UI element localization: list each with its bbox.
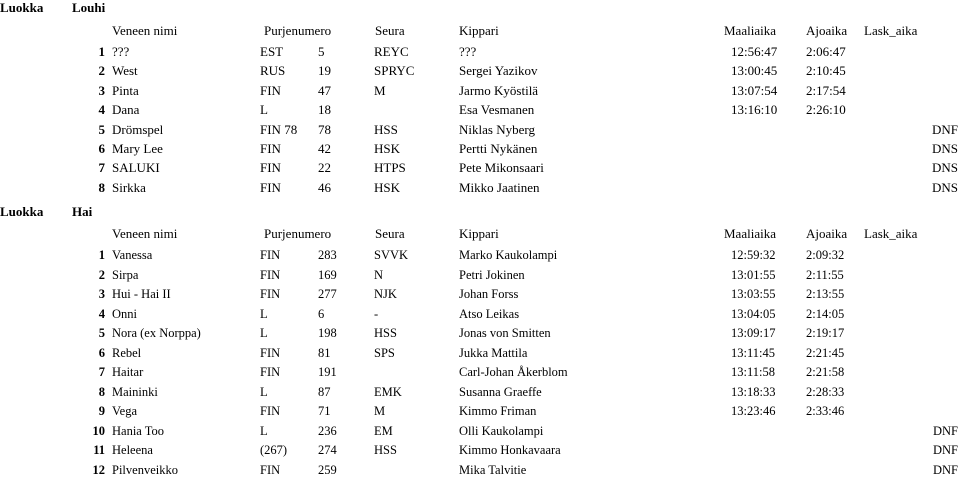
result-status-cell: DNF — [931, 121, 958, 137]
finish-time-cell: 13:23:46 — [731, 404, 776, 418]
elapsed-time-cell: 2:26:10 — [806, 102, 846, 118]
class-label: Luokka — [0, 0, 44, 15]
nationality-cell: FIN — [260, 404, 281, 418]
club-cell: HSS — [374, 443, 397, 457]
place-cell: 11 — [93, 443, 105, 457]
place-cell: 10 — [92, 423, 105, 438]
place-cell: 8 — [98, 179, 105, 195]
table-row — [0, 326, 960, 345]
club-cell: EM — [374, 423, 393, 438]
result-status-cell: DNF — [932, 423, 958, 438]
place-cell: 5 — [98, 326, 105, 340]
boat-name-cell: Nora (ex Norppa) — [112, 326, 201, 340]
place-cell: 12 — [92, 462, 105, 477]
table-row — [0, 346, 960, 365]
sail-number-cell: 277 — [318, 287, 337, 301]
club-cell: SVVK — [374, 248, 409, 262]
sail-number-cell: 283 — [318, 248, 337, 262]
boat-name-cell: Heleena — [112, 443, 153, 457]
place-cell: 1 — [98, 248, 105, 262]
nationality-cell: L — [260, 326, 268, 340]
finish-time-cell: 13:18:33 — [731, 384, 776, 399]
skipper-cell: ??? — [459, 44, 477, 59]
nationality-cell: FIN — [260, 82, 281, 98]
finish-time-cell: 12:56:47 — [731, 44, 778, 59]
boat-name-cell: Hania Too — [112, 423, 165, 438]
finish-time-cell: 13:11:58 — [731, 365, 775, 379]
boat-name-cell: Pinta — [112, 82, 139, 98]
result-status-cell: DNF — [932, 443, 958, 457]
table-row — [0, 102, 960, 121]
elapsed-time-cell: 2:10:45 — [806, 63, 846, 79]
boat-name-cell: SALUKI — [112, 160, 160, 176]
boat-name-cell: Maininki — [112, 384, 158, 399]
club-cell: N — [374, 267, 384, 282]
result-status-cell: DNS — [931, 141, 958, 156]
club-cell: SPRYC — [374, 63, 415, 79]
place-cell: 6 — [98, 141, 105, 156]
nationality-cell: L — [260, 102, 268, 118]
club-cell: M — [374, 404, 386, 418]
elapsed-time-cell: 2:19:17 — [806, 326, 845, 340]
club-cell: - — [374, 306, 379, 321]
boat-name-cell: Sirpa — [112, 267, 139, 282]
place-cell: 4 — [98, 102, 105, 118]
class-name: Louhi — [72, 0, 106, 15]
sail-number-cell: 236 — [318, 423, 337, 438]
place-cell: 3 — [98, 82, 105, 98]
table-row — [0, 63, 960, 82]
nationality-cell: FIN — [260, 160, 281, 176]
nationality-cell: FIN — [260, 365, 281, 379]
finish-time-cell: 12:59:32 — [731, 248, 776, 262]
skipper-cell: Olli Kaukolampi — [459, 423, 544, 438]
boat-name-cell: West — [112, 63, 138, 79]
skipper-cell: Jonas von Smitten — [459, 326, 551, 340]
sail-number-cell: 87 — [318, 384, 331, 399]
column-header-row — [0, 23, 960, 42]
finish-time-cell: 13:01:55 — [731, 267, 776, 282]
elapsed-time-cell: 2:17:54 — [806, 82, 846, 98]
club-cell: HSK — [374, 179, 401, 195]
elapsed-time-cell: 2:14:05 — [806, 306, 845, 321]
elapsed-time-cell: 2:33:46 — [806, 404, 845, 418]
class-label: Luokka — [0, 204, 44, 219]
finish-time-cell: 13:16:10 — [731, 102, 778, 118]
table-row — [0, 248, 960, 267]
nationality-cell: FIN — [260, 462, 281, 477]
boat-name-cell: Hui - Hai II — [112, 287, 171, 301]
table-row — [0, 44, 960, 63]
place-cell: 7 — [98, 160, 105, 176]
nationality-cell: L — [260, 384, 268, 399]
sail-number-cell: 5 — [318, 44, 325, 59]
sail-number-cell: 42 — [318, 141, 331, 156]
place-cell: 2 — [98, 63, 105, 79]
skipper-cell: Sergei Yazikov — [459, 63, 538, 79]
col-finish-time: Maaliaika — [724, 23, 776, 38]
table-row — [0, 404, 960, 423]
skipper-cell: Atso Leikas — [459, 306, 520, 321]
club-cell: NJK — [374, 287, 397, 301]
sail-number-cell: 19 — [318, 63, 331, 79]
boat-name-cell: Drömspel — [112, 121, 164, 137]
elapsed-time-cell: 2:09:32 — [806, 248, 845, 262]
club-cell: REYC — [374, 44, 409, 59]
table-row — [0, 385, 960, 404]
boat-name-cell: Onni — [112, 306, 137, 321]
elapsed-time-cell: 2:21:45 — [806, 345, 845, 360]
club-cell: EMK — [374, 384, 402, 399]
skipper-cell: Johan Forss — [459, 287, 519, 301]
table-row — [0, 463, 960, 482]
club-cell: HSS — [374, 121, 398, 137]
col-club: Seura — [375, 23, 405, 38]
table-row — [0, 141, 960, 160]
skipper-cell: Jarmo Kyöstilä — [459, 82, 539, 98]
table-row — [0, 268, 960, 287]
elapsed-time-cell: 2:11:55 — [806, 267, 844, 282]
skipper-cell: Susanna Graeffe — [459, 384, 542, 399]
place-cell: 4 — [98, 306, 105, 321]
sail-number-cell: 22 — [318, 160, 331, 176]
skipper-cell: Mika Talvitie — [459, 462, 527, 477]
table-row — [0, 307, 960, 326]
sail-number-cell: 274 — [318, 443, 337, 457]
table-row — [0, 83, 960, 102]
table-row — [0, 180, 960, 199]
col-skipper: Kippari — [459, 226, 499, 241]
table-row — [0, 443, 960, 462]
nationality-cell: FIN — [260, 345, 281, 360]
nationality-cell: FIN — [260, 287, 281, 301]
sail-number-cell: 198 — [318, 326, 337, 340]
club-cell: HSK — [374, 141, 401, 156]
col-elapsed-time: Ajoaika — [806, 23, 848, 38]
col-corrected-time: Lask_aika — [864, 226, 918, 241]
boat-name-cell: Vega — [112, 404, 137, 418]
col-elapsed-time: Ajoaika — [806, 226, 848, 241]
col-boat-name: Veneen nimi — [112, 226, 178, 241]
column-header-row — [0, 226, 960, 245]
skipper-cell: Pete Mikonsaari — [459, 160, 544, 176]
table-row — [0, 287, 960, 306]
skipper-cell: Marko Kaukolampi — [459, 248, 558, 262]
finish-time-cell: 13:04:05 — [731, 306, 776, 321]
col-sail-number: Purjenumero — [264, 23, 332, 38]
club-cell: M — [374, 82, 386, 98]
skipper-cell: Petri Jokinen — [459, 267, 525, 282]
nationality-cell: FIN — [260, 179, 281, 195]
skipper-cell: Mikko Jaatinen — [459, 179, 540, 195]
place-cell: 9 — [98, 404, 105, 418]
finish-time-cell: 13:09:17 — [731, 326, 776, 340]
place-cell: 3 — [98, 287, 105, 301]
sail-number-cell: 6 — [318, 306, 325, 321]
club-cell: SPS — [374, 345, 395, 360]
result-status-cell: DNS — [931, 160, 958, 176]
sail-number-cell: 169 — [318, 267, 337, 282]
sail-number-cell: 191 — [318, 365, 337, 379]
place-cell: 1 — [98, 44, 105, 59]
elapsed-time-cell: 2:28:33 — [806, 384, 845, 399]
nationality-cell: FIN — [260, 267, 281, 282]
place-cell: 6 — [98, 345, 105, 360]
table-row — [0, 365, 960, 384]
elapsed-time-cell: 2:06:47 — [806, 44, 846, 59]
place-cell: 2 — [98, 267, 105, 282]
skipper-cell: Kimmo Friman — [459, 404, 537, 418]
boat-name-cell: Mary Lee — [112, 141, 163, 156]
nationality-cell: EST — [260, 44, 284, 59]
nationality-cell: L — [260, 423, 268, 438]
skipper-cell: Esa Vesmanen — [459, 102, 535, 118]
finish-time-cell: 13:03:55 — [731, 287, 776, 301]
col-finish-time: Maaliaika — [724, 226, 776, 241]
place-cell: 5 — [98, 121, 105, 137]
boat-name-cell: Pilvenveikko — [112, 462, 178, 477]
class-name: Hai — [72, 204, 93, 219]
sail-number-cell: 71 — [318, 404, 331, 418]
club-cell: HSS — [374, 326, 397, 340]
elapsed-time-cell: 2:21:58 — [806, 365, 845, 379]
result-status-cell: DNS — [931, 179, 958, 195]
col-sail-number: Purjenumero — [264, 226, 332, 241]
skipper-cell: Jukka Mattila — [459, 345, 528, 360]
nationality-cell: FIN — [260, 248, 281, 262]
boat-name-cell: Rebel — [112, 345, 142, 360]
skipper-cell: Kimmo Honkavaara — [459, 443, 561, 457]
col-corrected-time: Lask_aika — [864, 23, 918, 38]
boat-name-cell: Haitar — [112, 365, 144, 379]
table-row — [0, 160, 960, 179]
sail-number-cell: 46 — [318, 179, 331, 195]
nationality-cell: (267) — [260, 443, 288, 457]
sail-number-cell: 78 — [318, 121, 331, 137]
table-row — [0, 122, 960, 141]
place-cell: 7 — [98, 365, 105, 379]
elapsed-time-cell: 2:13:55 — [806, 287, 845, 301]
finish-time-cell: 13:07:54 — [731, 82, 778, 98]
nationality-cell: FIN — [260, 141, 281, 156]
finish-time-cell: 13:00:45 — [731, 63, 778, 79]
table-row — [0, 424, 960, 443]
sail-number-cell: 81 — [318, 345, 331, 360]
nationality-cell: FIN 78 — [260, 121, 298, 137]
col-club: Seura — [375, 226, 405, 241]
col-boat-name: Veneen nimi — [112, 23, 178, 38]
sail-number-cell: 47 — [318, 82, 331, 98]
finish-time-cell: 13:11:45 — [731, 345, 775, 360]
col-skipper: Kippari — [459, 23, 499, 38]
sail-number-cell: 259 — [318, 462, 337, 477]
boat-name-cell: Dana — [112, 102, 140, 118]
boat-name-cell: ??? — [112, 44, 130, 59]
skipper-cell: Niklas Nyberg — [459, 121, 535, 137]
club-cell: HTPS — [374, 160, 406, 176]
skipper-cell: Pertti Nykänen — [459, 141, 538, 156]
boat-name-cell: Vanessa — [112, 248, 153, 262]
place-cell: 8 — [98, 384, 105, 399]
nationality-cell: RUS — [260, 63, 286, 79]
nationality-cell: L — [260, 306, 268, 321]
sail-number-cell: 18 — [318, 102, 331, 118]
skipper-cell: Carl-Johan Åkerblom — [459, 365, 568, 379]
boat-name-cell: Sirkka — [112, 179, 146, 195]
result-status-cell: DNF — [932, 462, 958, 477]
